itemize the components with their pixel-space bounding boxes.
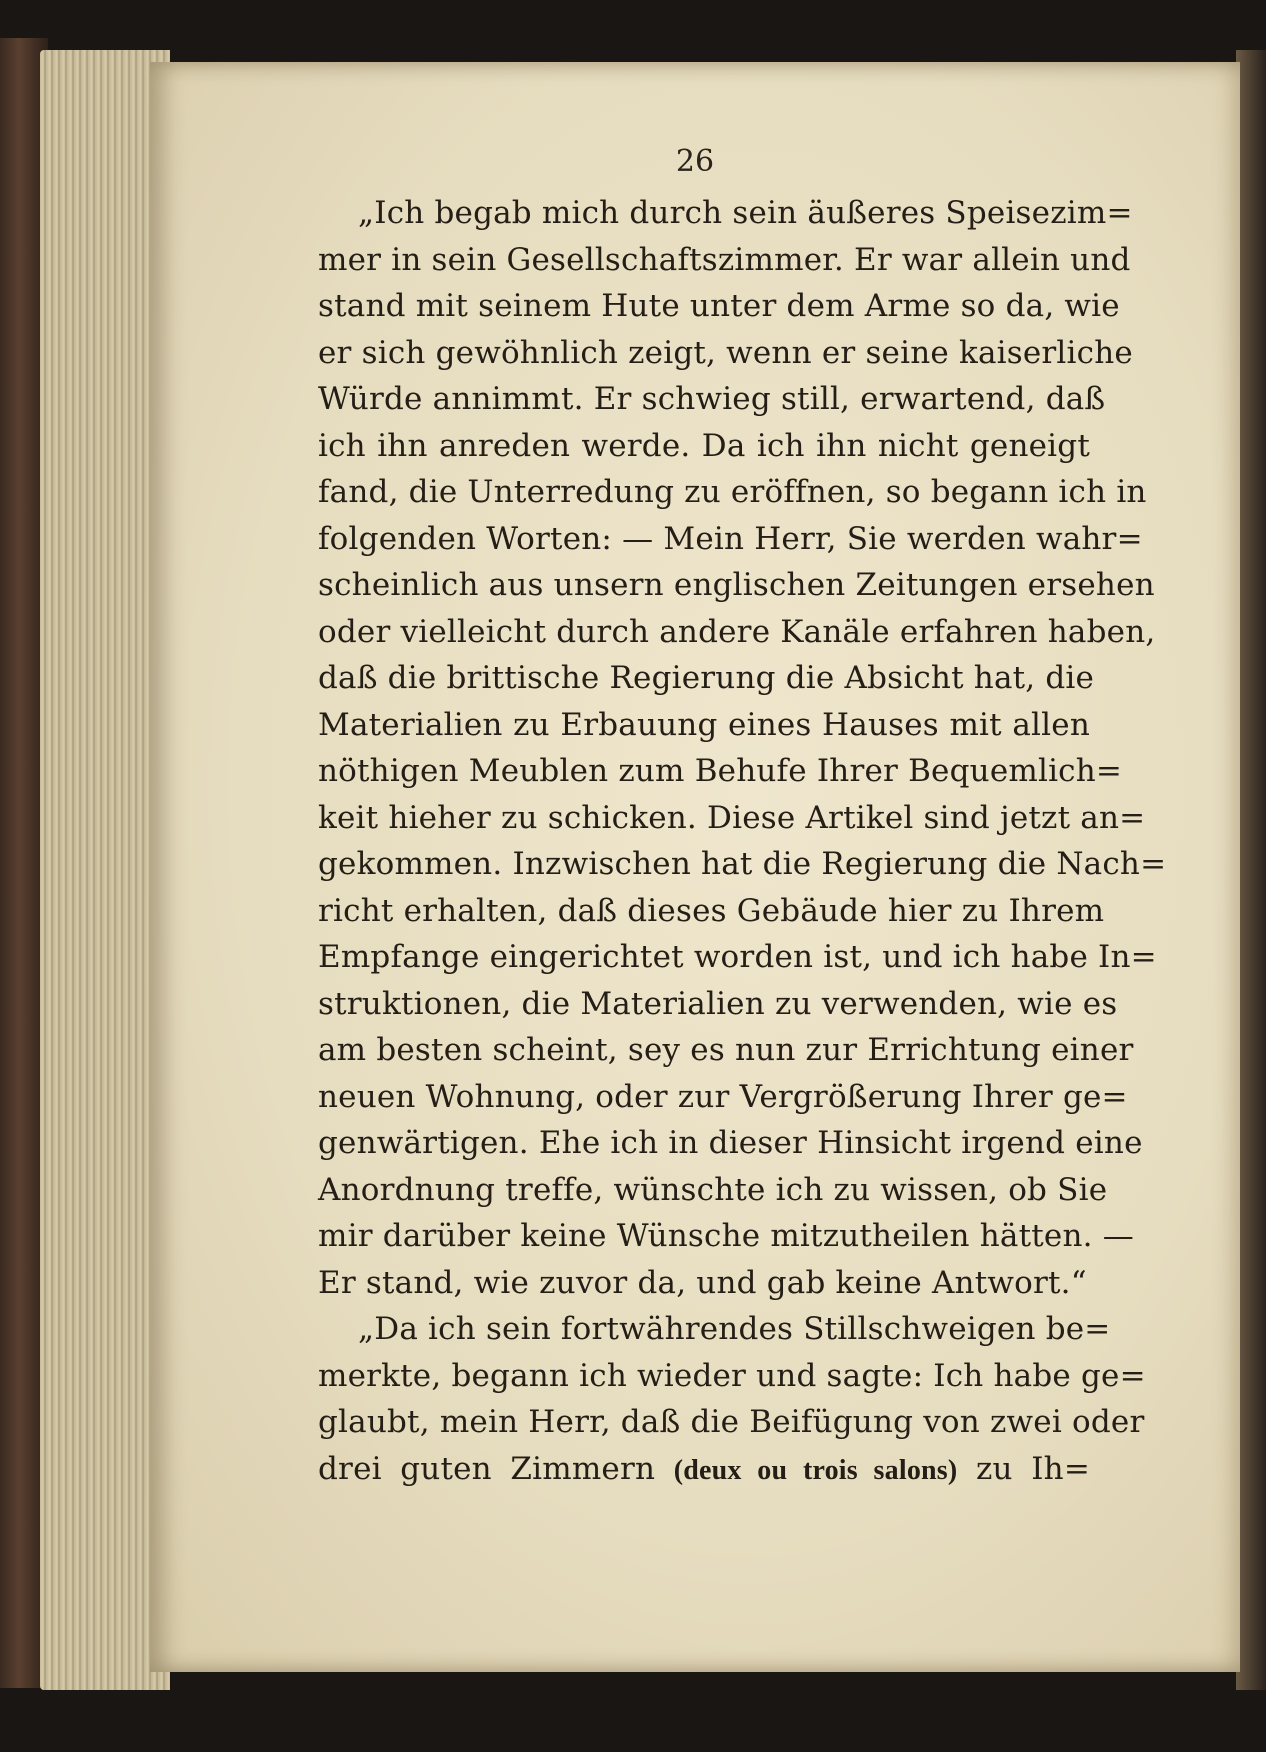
- roman-type-phrase: (deux ou trois salons): [673, 1454, 958, 1486]
- text-line-mixed: [318, 1446, 1090, 1493]
- text-line: nöthigen Meublen zum Behufe Ihrer Bequemlich=: [318, 753, 1123, 789]
- text-line: Anordnung treffe, wünschte ich zu wissen, ob Sie: [318, 1171, 1108, 1208]
- text-line: „Da ich sein fortwährendes Stillschweigen be=: [358, 1311, 1111, 1347]
- text-line: merkte, begann ich wieder und sagte: Ich habe ge=: [318, 1357, 1146, 1394]
- text-line: struktionen, die Materialien zu verwenden, wie es: [318, 985, 1118, 1022]
- text-line: richt erhalten, daß dieses Gebäude hier zu Ihrem: [318, 892, 1105, 929]
- binding-gutter: [1236, 50, 1266, 1690]
- text-line: Empfange eingerichtet worden ist, und ich habe In=: [318, 939, 1157, 975]
- text-line: Materialien zu Erbauung eines Hauses mit allen: [318, 706, 1090, 743]
- body-text: [318, 190, 1167, 1492]
- text-line: genwärtigen. Ehe ich in dieser Hinsicht irgend eine: [318, 1125, 1143, 1161]
- text-line: „Ich begab mich durch sein äußeres Speisezim=: [358, 195, 1133, 231]
- text-fragment: drei guten Zimmern: [318, 1450, 656, 1487]
- text-line: stand mit seinem Hute unter dem Arme so da, wie: [318, 288, 1120, 324]
- text-line: daß die brittische Regierung die Absicht hat, die: [318, 660, 1095, 696]
- text-fragment: zu Ih=: [975, 1450, 1090, 1487]
- text-line: glaubt, mein Herr, daß die Beifügung von zwei oder: [318, 1404, 1145, 1440]
- book-page: [150, 62, 1240, 1672]
- text-line: er sich gewöhnlich zeigt, wenn er seine kaiserliche: [318, 334, 1133, 371]
- page-number: 26: [675, 144, 715, 179]
- text-line: mer in sein Gesellschaftszimmer. Er war allein und: [318, 241, 1131, 278]
- text-line: Würde annimmt. Er schwieg still, erwartend, daß: [318, 381, 1106, 417]
- text-line: neuen Wohnung, oder zur Vergrößerung Ihrer ge=: [318, 1078, 1128, 1115]
- text-line: folgenden Worten: — Mein Herr, Sie werden wahr=: [318, 520, 1143, 557]
- text-line: am besten scheint, sey es nun zur Errichtung einer: [318, 1032, 1134, 1068]
- text-line: mir darüber keine Wünsche mitzutheilen hätten. —: [318, 1218, 1134, 1254]
- text-line: Er stand, wie zuvor da, und gab keine Antwort.“: [318, 1264, 1087, 1301]
- text-line: gekommen. Inzwischen hat die Regierung die Nach=: [318, 846, 1167, 882]
- text-line: oder vielleicht durch andere Kanäle erfahren haben,: [318, 613, 1156, 650]
- text-line: scheinlich aus unsern englischen Zeitungen ersehen: [318, 567, 1155, 603]
- text-line: keit hieher zu schicken. Diese Artikel sind jetzt an=: [318, 799, 1146, 836]
- text-line: ich ihn anreden werde. Da ich ihn nicht geneigt: [318, 427, 1090, 464]
- text-line: fand, die Unterredung zu eröffnen, so begann ich in: [318, 474, 1147, 510]
